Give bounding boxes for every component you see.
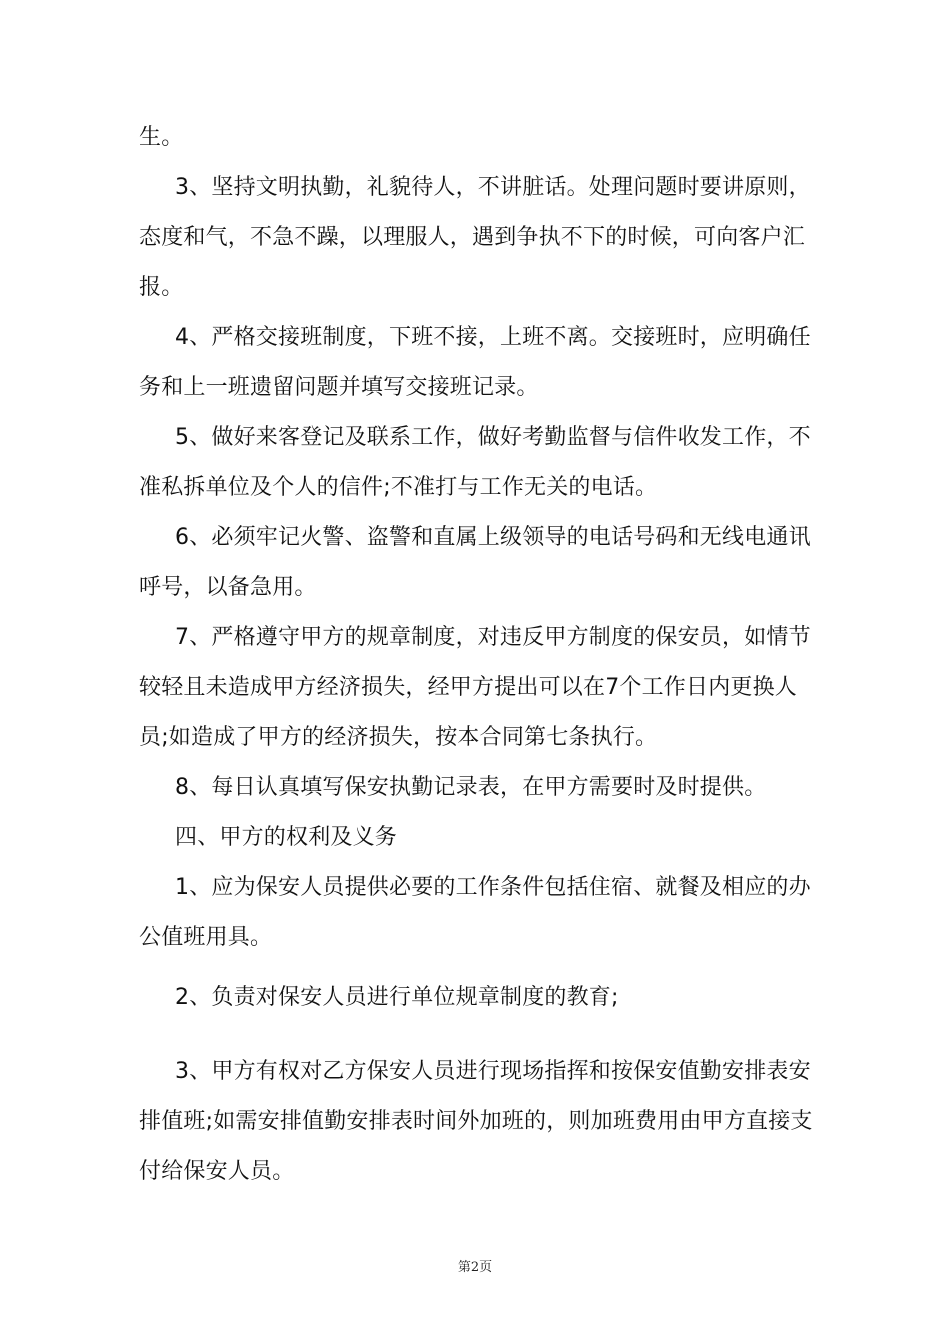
text-line: 8、每日认真填写保安执勤记录表，在甲方需要时及时提供。 (175, 775, 767, 800)
text-line: 3、甲方有权对乙方保安人员进行现场指挥和按保安值勤安排表安 (175, 1059, 811, 1084)
text-line: 1、应为保安人员提供必要的工作条件包括住宿、就餐及相应的办 (175, 875, 811, 900)
text-line: 2、负责对保安人员进行单位规章制度的教育; (175, 985, 619, 1010)
text-line: 7、严格遵守甲方的规章制度，对违反甲方制度的保安员，如情节 (175, 625, 811, 650)
page-number: 第2页 (457, 1260, 493, 1275)
text-line: 员;如造成了甲方的经济损失，按本合同第七条执行。 (139, 725, 658, 750)
text-line: 较轻且未造成甲方经济损失，经甲方提出可以在7个工作日内更换人 (139, 675, 797, 700)
text-line: 生。 (139, 125, 184, 150)
text-line: 5、做好来客登记及联系工作，做好考勤监督与信件收发工作，不 (175, 425, 811, 450)
text-line: 排值班;如需安排值勤安排表时间外加班的，则加班费用由甲方直接支 (139, 1109, 813, 1134)
text-line: 务和上一班遗留问题并填写交接班记录。 (139, 375, 539, 400)
text-line: 公值班用具。 (139, 925, 273, 950)
text-line: 付给保安人员。 (139, 1159, 295, 1184)
section-heading: 四、甲方的权利及义务 (175, 825, 398, 850)
text-line: 呼号，以备急用。 (139, 575, 317, 600)
text-line: 准私拆单位及个人的信件;不准打与工作无关的电话。 (139, 475, 658, 500)
text-line: 3、坚持文明执勤，礼貌待人，不讲脏话。处理问题时要讲原则， (175, 175, 811, 200)
text-line: 报。 (139, 275, 184, 300)
text-line: 4、严格交接班制度，下班不接，上班不离。交接班时，应明确任 (175, 325, 811, 350)
text-line: 6、必须牢记火警、盗警和直属上级领导的电话号码和无线电通讯 (175, 525, 811, 550)
text-line: 态度和气，不急不躁，以理服人，遇到争执不下的时候，可向客户汇 (139, 225, 806, 250)
